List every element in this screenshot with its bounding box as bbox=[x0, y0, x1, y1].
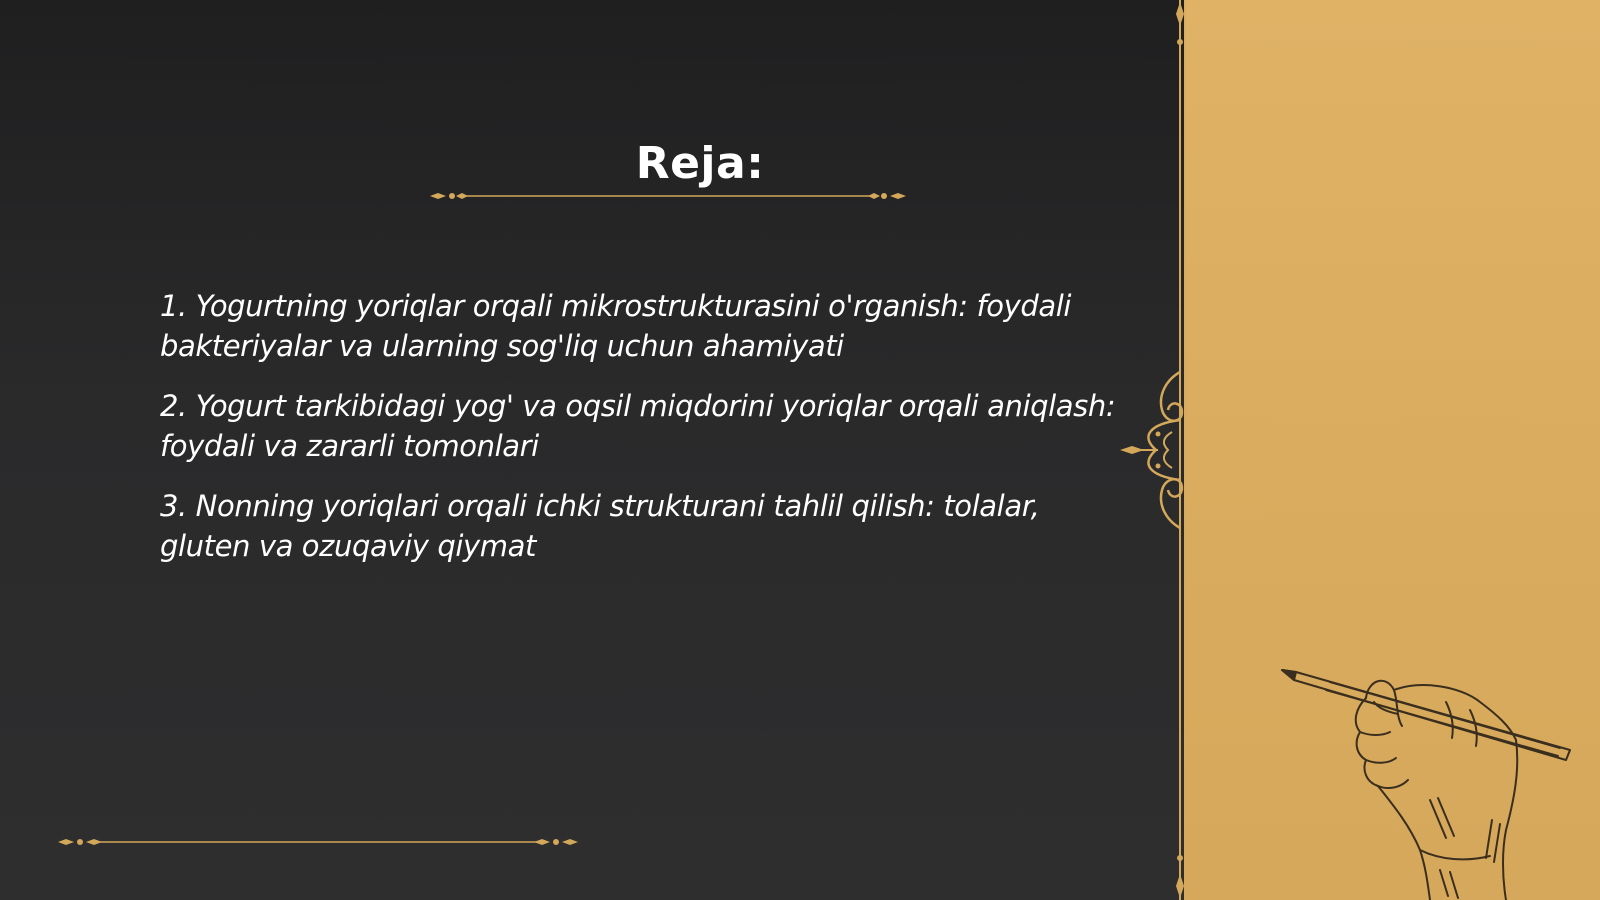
ornamental-divider-icon bbox=[56, 834, 580, 850]
plan-item: 2. Yogurt tarkibidagi yog' va oqsil miqdorini yoriqlar orqali aniqlash: foydali va zararli tomonlari bbox=[160, 389, 1116, 463]
hand-with-pencil-icon bbox=[1270, 650, 1600, 900]
ornamental-divider-icon bbox=[428, 188, 908, 204]
plan-item: 1. Yogurtning yoriqlar orqali mikrostrukturasini o'rganish: foydali bakteriyalar va ularning sog'liq uchun ahamiyati bbox=[160, 289, 1072, 363]
plan-list bbox=[160, 286, 1135, 586]
plan-item: 3. Nonning yoriqlari orqali ichki strukturani tahlil qilish: tolalar, gluten va ozuqaviy qiymat bbox=[160, 489, 1040, 563]
slide-title: Reja: bbox=[635, 138, 765, 189]
